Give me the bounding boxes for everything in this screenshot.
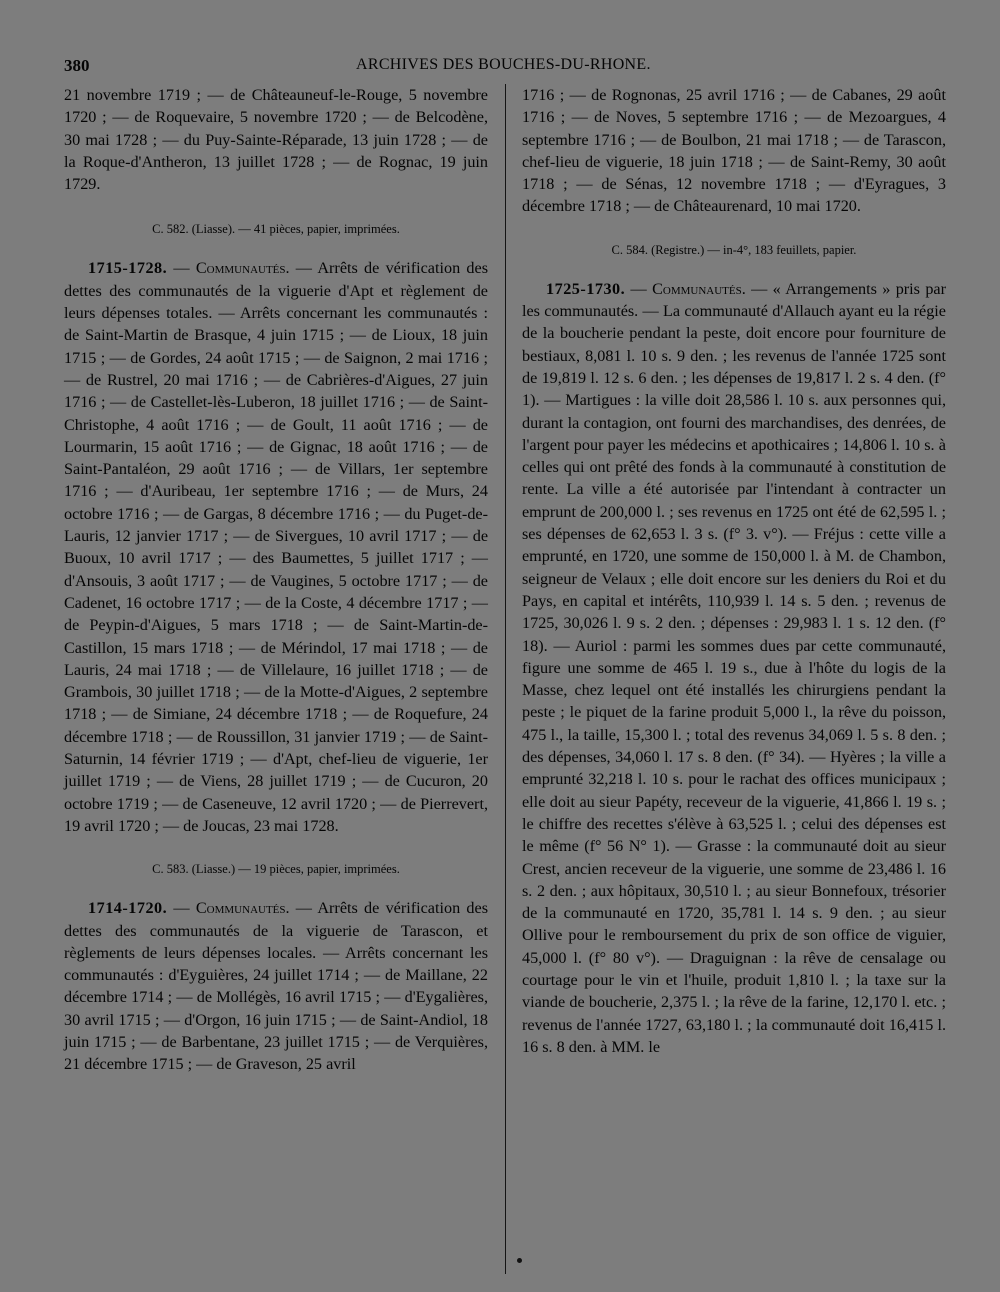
ink-speck bbox=[517, 1258, 522, 1263]
entry-c583: 1714-1720. — Communautés. — Arrêts de vérification des dettes des communautés de la viguerie de Tarascon, et règlements de leurs dépenses locales. — Arrêts concernant les communautés : d'Eyguières, 24 juillet 1714 ; — de Maillane, 22 décembre 1714 ; — de Mollégès, 16 avril 1715 ; — d'Eygalières, 30 avril 1715 ; — d'Orgon, 16 juin 1715 ; — de Saint-Andiol, 18 juin 1715 ; — de Barbentane, 23 juillet 1715 ; — de Verquières, 21 décembre 1715 ; — de Graveson, 25 avril bbox=[64, 899, 488, 1074]
entry-date: 1715-1728. bbox=[88, 259, 168, 278]
entry-keyword: Communautés bbox=[195, 259, 286, 278]
entry-keyword: Communautés bbox=[195, 899, 286, 918]
entry-body: . — Arrêts de vérification des dettes des communautés de la viguerie de Tarascon, et règlements de leurs dépenses locales. — Arrêts concernant les communautés : d'Eyguières, 24 juillet 1714 ; — de Maillane, 22 décembre 1714 ; — de Mollégès, 16 avril 1715 ; — d'Eygalières, 30 avril 1715 ; — d'Orgon, 16 juin 1715 ; — de Saint-Andiol, 18 juin 1715 ; — de Barbentane, 23 juillet 1715 ; — de Verquières, 21 décembre 1715 ; — de Graveson, 25 avril bbox=[64, 899, 488, 1074]
entry-body: . — « Arrangements » pris par les communautés. — La communauté d'Allauch ayant eu la régie de la boucherie pendant la peste, doit encore pour fourniture de bestiaux, 8,081 l. 10 s. 9 den. ; les revenus de l'année 1725 sont de 19,819 l. 12 s. 6 den. ; les dépenses de 19,817 l. 2 s. 4 den. (f° 1). — Martigues : la ville doit 28,586 l. 10 s. aux personnes qui, durant la contagion, ont fourni des marchandises, des denrées, de l'argent pour payer les médecins et apothicaires ; 14,806 l. 10 s. à celles qui ont prêté des fonds à la communauté à constitution de rente. La ville a été autorisée par l'intendant à contracter un emprunt de 200,000 l. ; ses revenus en 1725 ont été de 62,595 l. ; ses dépenses de 62,653 l. 3 s. (f° 3. v°). — Fréjus : cette ville a emprunté, en 1720, une somme de 150,000 l. à M. de Chambon, seigneur de Velaux ; elle doit encore sur les deniers du Roi et du Pays, en capital et intérêts, 110,939 l. 14 s. 5 den. ; revenus de 1725, 30,026 l. 9 s. 2 den. ; dépenses : 29,983 l. 1 s. 12 den. (f° 18). — Auriol : parmi les sommes dues par cette communauté, figure une somme de 465 l. 19 s., due à l'hôte du logis de la Masse, chez lequel ont été installés les chirurgiens pendant la peste ; le piquet de la farine produit 5,000 l., la rêve du poisson, 475 l., la taille, 15,300 l. ; total des revenus 34,069 l. 5 s. 8 den. ; des dépenses, 34,060 l. 17 s. 8 den. (f° 34). — Hyères ; la ville a emprunté 32,218 l. 10 s. pour le rachat des offices municipaux ; elle doit au sieur Papéty, receveur de la viguerie, 41,866 l. 19 s. ; le chiffre des recettes s'élève à 63,525 l. ; celui des dépenses est le même (f° 56 N° 1). — Grasse : la communauté doit au sieur Crest, ancien receveur de la viguerie, une somme de 23,486 l. 16 s. 2 den. ; aux hôpitaux, 30,510 l. ; au sieur Bonnefoux, trésorier de la communauté en 1720, 35,781 l. 14 s. 9 den. ; au sieur Ollive pour le remboursement du prix de son office de viguier, 45,000 l. (f° 80 v°). — Draguignan : la rêve de censalage ou courtage pour le vin et l'huile, produit 1,810 l. ; la taxe sur la viande de boucherie, 2,375 l. ; la rêve de la farine, 12,170 l. etc. ; revenus de l'année 1727, 63,180 l. ; la communauté doit 16,415 l. 16 s. 8 den. à MM. le bbox=[522, 279, 946, 1056]
left-column bbox=[64, 84, 488, 1076]
entry-body: . — Arrêts de vérification des dettes des communautés de la viguerie d'Apt et règlement de leurs dépenses totales. — Arrêts concernant les communautés : de Saint-Martin de Brasque, 4 juin 1715 ; — de Lioux, 18 juin 1715 ; — de Gordes, 24 août 1715 ; — de Saignon, 2 mai 1716 ; — de Rustrel, 20 mai 1716 ; — de Cabrières-d'Aigues, 27 juin 1716 ; — de Castellet-lès-Luberon, 18 juillet 1716 ; — de Saint-Christophe, 4 août 1716 ; — de Goult, 11 août 1716 ; — de Lourmarin, 15 août 1716 ; — de Gignac, 18 août 1716 ; — de Saint-Pantaléon, 29 août 1716 ; — de Villars, 1er septembre 1716 ; — d'Auribeau, 1er septembre 1716 ; — de Murs, 24 octobre 1716 ; — de Gargas, 8 décembre 1716 ; — du Puget-de-Lauris, 12 janvier 1717 ; — de Sivergues, 10 avril 1717 ; — de Buoux, 10 avril 1717 ; — des Baumettes, 5 juillet 1717 ; — d'Ansouis, 3 août 1717 ; — de Vaugines, 5 octobre 1717 ; — de Cadenet, 16 octobre 1717 ; — de la Coste, 4 décembre 1717 ; — de Peypin-d'Aigues, 5 mars 1718 ; — de Saint-Martin-de-Castillon, 15 mars 1718 ; — de Mérindol, 17 mai 1718 ; — de Lauris, 24 mai 1718 ; — de Villelaure, 16 juillet 1718 ; — de Grambois, 30 juillet 1718 ; — de la Motte-d'Aigues, 2 septembre 1718 ; — de Simiane, 24 décembre 1718 ; — de Roquefure, 24 décembre 1718 ; — de Roussillon, 31 janvier 1719 ; — de Saint-Saturnin, 14 février 1719 ; — d'Apt, chef-lieu de viguerie, 1er juillet 1719 ; — de Viens, 28 juillet 1719 ; — de Cucuron, 20 octobre 1719 ; — de Caseneuve, 12 avril 1720 ; — de Pierrevert, 19 avril 1720 ; — de Joucas, 23 mai 1728. bbox=[64, 259, 488, 835]
entry-date: 1725-1730. bbox=[546, 279, 626, 298]
entry-c584: 1725-1730. — Communautés. — « Arrangements » pris par les communautés. — La communauté d'Allauch ayant eu la régie de la boucherie pendant la peste, doit encore pour fourniture de bestiaux, 8,081 l. 10 s. 9 den. ; les revenus de l'année 1725 sont de 19,819 l. 12 s. 6 den. ; les dépenses de 19,817 l. 2 s. 4 den. (f° 1). — Martigues : la ville doit 28,586 l. 10 s. aux personnes qui, durant la contagion, ont fourni des marchandises, des denrées, de l'argent pour payer les médecins et apothicaires ; 14,806 l. 10 s. à celles qui ont prêté des fonds à la communauté à constitution de rente. La ville a été autorisée par l'intendant à contracter un emprunt de 200,000 l. ; ses revenus en 1725 ont été de 62,595 l. ; ses dépenses de 62,653 l. 3 s. (f° 3. v°). — Fréjus : cette ville a emprunté, en 1720, une somme de 150,000 l. à M. de Chambon, seigneur de Velaux ; elle doit encore sur les deniers du Roi et du Pays, en capital et intérêts, 110,939 l. 14 s. 5 den. ; revenus de 1725, 30,026 l. 9 s. 2 den. ; dépenses : 29,983 l. 1 s. 12 den. (f° 18). — Auriol : parmi les sommes dues par cette communauté, figure une somme de 465 l. 19 s., due à l'hôte du logis de la Masse, chez lequel ont été installés les chirurgiens pendant la peste ; le piquet de la farine produit 5,000 l., la rêve du poisson, 475 l., la taille, 15,300 l. ; total des revenus 34,069 l. 5 s. 8 den. ; des dépenses, 34,060 l. 17 s. 8 den. (f° 34). — Hyères ; la ville a emprunté 32,218 l. 10 s. pour le rachat des offices municipaux ; elle doit au sieur Papéty, receveur de la viguerie, 41,866 l. 19 s. ; le chiffre des recettes s'élève à 63,525 l. ; celui des dépenses est le même (f° 56 N° 1). — Grasse : la communauté doit au sieur Crest, ancien receveur de la viguerie, une somme de 23,486 l. 16 s. 2 den. ; aux hôpitaux, 30,510 l. ; au sieur Bonnefoux, trésorier de la communauté en 1720, 35,781 l. 14 s. 9 den. ; au sieur Ollive pour le remboursement du prix de son office de viguier, 45,000 l. (f° 80 v°). — Draguignan : la rêve de censalage ou courtage pour le vin et l'huile, produit 1,810 l. ; la taxe sur la viande de boucherie, 2,375 l. ; la rêve de la farine, 12,170 l. etc. ; revenus de l'année 1727, 63,180 l. ; la communauté doit 16,415 l. 16 s. 8 den. à MM. le bbox=[522, 279, 946, 1056]
column-divider bbox=[505, 84, 506, 1274]
cote-c582: C. 582. (Liasse). — 41 pièces, papier, imprimées. bbox=[152, 222, 400, 237]
right-column bbox=[522, 84, 946, 1058]
running-title: ARCHIVES DES BOUCHES-DU-RHONE. bbox=[356, 56, 651, 73]
page-number: 380 bbox=[64, 56, 90, 75]
entry-c582: 1715-1728. — Communautés. — Arrêts de vérification des dettes des communautés de la viguerie d'Apt et règlement de leurs dépenses totales. — Arrêts concernant les communautés : de Saint-Martin de Brasque, 4 juin 1715 ; — de Lioux, 18 juin 1715 ; — de Gordes, 24 août 1715 ; — de Saignon, 2 mai 1716 ; — de Rustrel, 20 mai 1716 ; — de Cabrières-d'Aigues, 27 juin 1716 ; — de Castellet-lès-Luberon, 18 juillet 1716 ; — de Saint-Christophe, 4 août 1716 ; — de Goult, 11 août 1716 ; — de Lourmarin, 15 août 1716 ; — de Gignac, 18 août 1716 ; — de Saint-Pantaléon, 29 août 1716 ; — de Villars, 1er septembre 1716 ; — d'Auribeau, 1er septembre 1716 ; — de Murs, 24 octobre 1716 ; — de Gargas, 8 décembre 1716 ; — du Puget-de-Lauris, 12 janvier 1717 ; — de Sivergues, 10 avril 1717 ; — de Buoux, 10 avril 1717 ; — des Baumettes, 5 juillet 1717 ; — d'Ansouis, 3 août 1717 ; — de Vaugines, 5 octobre 1717 ; — de Cadenet, 16 octobre 1717 ; — de la Coste, 4 décembre 1717 ; — de Peypin-d'Aigues, 5 mars 1718 ; — de Saint-Martin-de-Castillon, 15 mars 1718 ; — de Mérindol, 17 mai 1718 ; — de Lauris, 24 mai 1718 ; — de Villelaure, 16 juillet 1718 ; — de Grambois, 30 juillet 1718 ; — de la Motte-d'Aigues, 2 septembre 1718 ; — de Simiane, 24 décembre 1718 ; — de Roquefure, 24 décembre 1718 ; — de Roussillon, 31 janvier 1719 ; — de Saint-Saturnin, 14 février 1719 ; — d'Apt, chef-lieu de viguerie, 1er juillet 1719 ; — de Viens, 28 juillet 1719 ; — de Cucuron, 20 octobre 1719 ; — de Caseneuve, 12 avril 1720 ; — de Pierrevert, 19 avril 1720 ; — de Joucas, 23 mai 1728. bbox=[64, 259, 488, 835]
entry-date: 1714-1720. bbox=[88, 899, 168, 918]
continuation-text-right: 1716 ; — de Rognonas, 25 avril 1716 ; — de Cabanes, 29 août 1716 ; — de Noves, 5 septembre 1716 ; — de Mezoargues, 4 septembre 1716 ; — de Boulbon, 21 mai 1718 ; — de Tarascon, chef-lieu de viguerie, 18 juin 1718 ; — de Saint-Remy, 30 août 1718 ; — de Sénas, 12 novembre 1718 ; — d'Eyragues, 3 décembre 1718 ; — de Châteaurenard, 10 mai 1720. bbox=[522, 86, 946, 216]
cote-c583: C. 583. (Liasse.) — 19 pièces, papier, imprimées. bbox=[152, 862, 400, 877]
continuation-text-left: 21 novembre 1719 ; — de Châteauneuf-le-Rouge, 5 novembre 1720 ; — de Roquevaire, 5 novembre 1720 ; — de Belcodène, 30 mai 1728 ; — du Puy-Sainte-Réparade, 13 juin 1728 ; — de la Roque-d'Antheron, 13 juillet 1728 ; — de Rognac, 19 juin 1729. bbox=[64, 86, 488, 194]
cote-c584: C. 584. (Registre.) — in-4°, 183 feuillets, papier. bbox=[611, 242, 857, 257]
entry-keyword: Communautés bbox=[652, 279, 742, 298]
